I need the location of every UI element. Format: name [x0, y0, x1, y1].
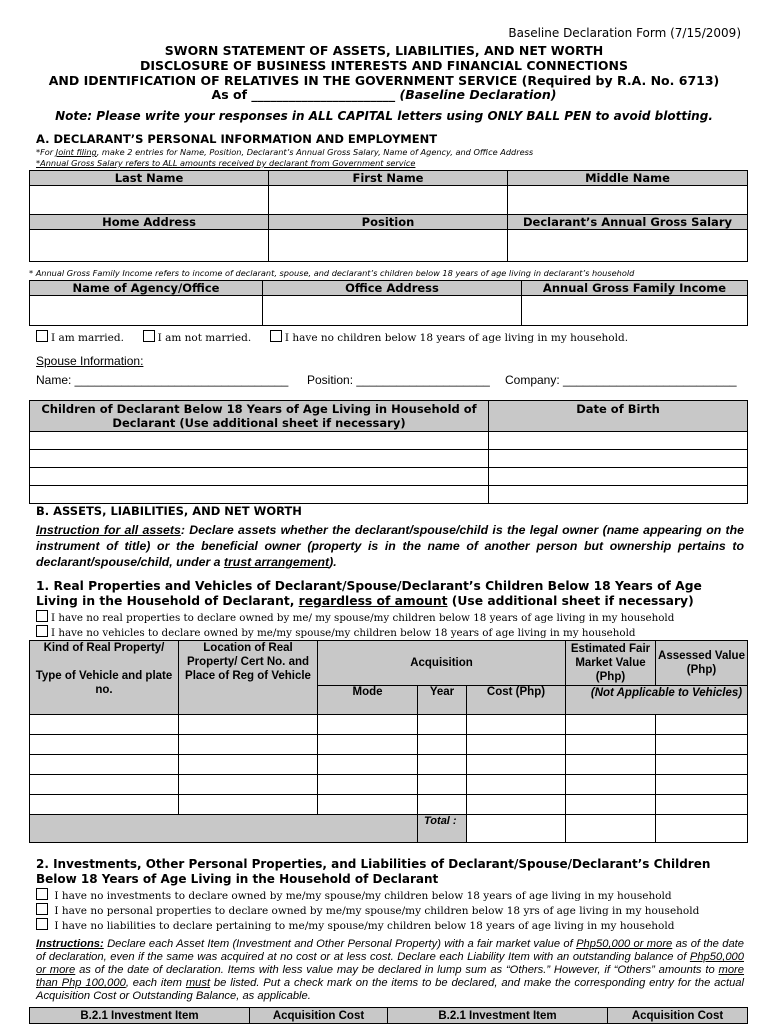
year-header: Year — [418, 686, 467, 715]
married-check-row: I am married. I am not married. I have no children below 18 years of age living in my household. — [36, 330, 628, 344]
child-name-field[interactable] — [30, 486, 489, 504]
first-name-header: First Name — [269, 171, 508, 186]
property-cell[interactable] — [656, 755, 748, 775]
property-cell[interactable] — [418, 715, 467, 735]
property-cell[interactable] — [30, 755, 179, 775]
no-vehicles-checkbox[interactable] — [36, 625, 48, 637]
no-real-properties-checkbox[interactable] — [36, 610, 48, 622]
no-liabilities-checkbox[interactable] — [36, 918, 48, 930]
child-name-field[interactable] — [30, 468, 489, 486]
no-personal-properties-row: I have no personal properties to declare owned by me/my spouse/my children below 18 yrs of age living in my household — [36, 903, 699, 917]
kind-property-header: Kind of Real Property/ Type of Vehicle and plate no. — [30, 641, 179, 715]
last-name-header: Last Name — [30, 171, 269, 186]
no-liabilities-row: I have no liabilities to declare pertaining to me/my spouse/my children below 18 years of age living in my household — [36, 918, 674, 932]
property-cell[interactable] — [418, 755, 467, 775]
as-of-prefix: As of — [211, 87, 252, 102]
property-cell[interactable] — [179, 735, 318, 755]
spouse-company-field[interactable]: Company: __________________________ — [505, 373, 737, 387]
acquisition-cost-header: Acquisition Cost — [250, 1008, 388, 1024]
spouse-name-field[interactable]: Name: ________________________________ — [36, 373, 289, 387]
property-cell[interactable] — [179, 755, 318, 775]
cost-header: Cost (Php) — [467, 686, 566, 715]
title-line-1: SWORN STATEMENT OF ASSETS, LIABILITIES, AND NET WORTH — [164, 43, 604, 58]
first-name-field[interactable] — [269, 186, 508, 215]
no-vehicles-row: I have no vehicles to declare owned by me/my spouse/my children below 18 years of age living in my household — [36, 625, 635, 639]
property-cell[interactable] — [30, 775, 179, 795]
property-cell[interactable] — [467, 735, 566, 755]
location-header: Location of Real Property/ Cert No. and Place of Reg of Vehicle — [179, 641, 318, 715]
no-children-checkbox[interactable] — [270, 330, 282, 342]
property-cell[interactable] — [318, 735, 418, 755]
property-cell[interactable] — [467, 715, 566, 735]
child-dob-field[interactable] — [489, 468, 748, 486]
family-income-field[interactable] — [522, 296, 748, 326]
as-of-line — [0, 88, 768, 102]
agency-header: Name of Agency/Office — [30, 281, 263, 296]
child-dob-field[interactable] — [489, 450, 748, 468]
property-cell[interactable] — [318, 775, 418, 795]
personal-info-table — [29, 170, 748, 262]
family-income-header: Annual Gross Family Income — [522, 281, 748, 296]
position-header: Position — [269, 215, 508, 230]
property-cell[interactable] — [566, 775, 656, 795]
property-cell[interactable] — [30, 735, 179, 755]
investment-item-header-2: B.2.1 Investment Item — [388, 1008, 608, 1024]
assets-instruction: Instruction for all assets: Declare assets whether the declarant/spouse/child is the legal owner (name appearing on the instrument of title) or the beneficial owner (property is in the name of another person but ownership pertains to declarant/spouse/child, under a trust arrangement). — [36, 523, 745, 569]
total-label: Total : — [418, 815, 467, 843]
last-name-field[interactable] — [30, 186, 269, 215]
children-header: Children of Declarant Below 18 Years of Age Living in Household of Declarant (Use additional sheet if necessary) — [30, 401, 489, 432]
property-cell[interactable] — [318, 795, 418, 815]
office-address-header: Office Address — [263, 281, 522, 296]
investments-subtitle: 2. Investments, Other Personal Properties, and Liabilities of Declarant/Spouse/Declarant’s Children Below 18 Years of Age Living in the Household of Declarant — [36, 857, 711, 886]
form-version-label: Baseline Declaration Form (7/15/2009) — [508, 26, 741, 40]
office-address-field[interactable] — [263, 296, 522, 326]
total-fmv-field[interactable] — [566, 815, 656, 843]
property-cell[interactable] — [656, 775, 748, 795]
total-assessed-field[interactable] — [656, 815, 748, 843]
property-cell[interactable] — [656, 715, 748, 735]
no-personal-properties-checkbox[interactable] — [36, 903, 48, 915]
home-address-header: Home Address — [30, 215, 269, 230]
assessed-header: Assessed Value (Php) — [656, 641, 748, 686]
section-a-title: A. DECLARANT’S PERSONAL INFORMATION AND EMPLOYMENT — [36, 132, 438, 146]
joint-filing-note: *For Joint filing, make 2 entries for Name, Position, Declarant’s Annual Gross Salary, Name of Agency, and Office Address — [36, 147, 534, 157]
property-cell[interactable] — [30, 715, 179, 735]
property-cell[interactable] — [179, 795, 318, 815]
title-line-2: DISCLOSURE OF BUSINESS INTERESTS AND FINANCIAL CONNECTIONS — [139, 58, 629, 73]
property-cell[interactable] — [467, 755, 566, 775]
position-field[interactable] — [269, 230, 508, 262]
property-cell[interactable] — [318, 715, 418, 735]
property-cell[interactable] — [566, 715, 656, 735]
gross-salary-field[interactable] — [508, 230, 748, 262]
capital-letters-note: Note: Please write your responses in ALL CAPITAL letters using ONLY BALL PEN to avoid blotting. — [55, 109, 713, 123]
child-dob-field[interactable] — [489, 486, 748, 504]
spouse-position-field[interactable]: Position: ____________________ — [307, 373, 490, 387]
no-investments-checkbox[interactable] — [36, 888, 48, 900]
no-investments-row: I have no investments to declare owned by me/my spouse/my children below 18 years of age living in my household — [36, 888, 672, 902]
married-checkbox[interactable] — [36, 330, 48, 342]
no-real-properties-row: I have no real properties to declare owned by me/ my spouse/my children below 18 years of age living in my household — [36, 610, 674, 624]
property-cell[interactable] — [179, 715, 318, 735]
total-cost-field[interactable] — [467, 815, 566, 843]
agency-field[interactable] — [30, 296, 263, 326]
investment-table — [29, 1007, 748, 1024]
property-cell[interactable] — [418, 775, 467, 795]
real-properties-subtitle: 1. Real Properties and Vehicles of Declarant/Spouse/Declarant’s Children Below 18 Years of Age Living in the Household of Declarant, regardless of amount (Use additional sheet if necessary) — [36, 579, 702, 608]
property-cell[interactable] — [566, 735, 656, 755]
property-cell[interactable] — [418, 735, 467, 755]
child-name-field[interactable] — [30, 450, 489, 468]
home-address-field[interactable] — [30, 230, 269, 262]
acquisition-header: Acquisition — [318, 641, 566, 686]
property-cell[interactable] — [467, 795, 566, 815]
agency-table — [29, 280, 748, 326]
property-cell[interactable] — [656, 795, 748, 815]
middle-name-header: Middle Name — [508, 171, 748, 186]
investment-item-header: B.2.1 Investment Item — [30, 1008, 250, 1024]
baseline-label: (Baseline Declaration) — [399, 87, 557, 102]
property-cell[interactable] — [318, 755, 418, 775]
mode-header: Mode — [318, 686, 418, 715]
gross-salary-note: *Annual Gross Salary refers to ALL amounts received by declarant from Government service — [36, 158, 416, 168]
property-cell[interactable] — [467, 775, 566, 795]
property-cell[interactable] — [418, 795, 467, 815]
property-cell[interactable] — [179, 775, 318, 795]
real-properties-table — [29, 640, 748, 843]
property-cell[interactable] — [566, 755, 656, 775]
section-b-title: B. ASSETS, LIABILITIES, AND NET WORTH — [36, 504, 302, 518]
not-applicable-note: (Not Applicable to Vehicles) — [566, 686, 748, 715]
children-table — [29, 400, 748, 504]
gross-salary-header: Declarant’s Annual Gross Salary — [508, 215, 748, 230]
title-line-3: AND IDENTIFICATION OF RELATIVES IN THE GOVERNMENT SERVICE (Required by R.A. No. 6713) — [48, 73, 720, 88]
fmv-header: Estimated Fair Market Value (Php) — [566, 641, 656, 686]
family-income-note: * Annual Gross Family Income refers to income of declarant, spouse, and declarant’s children below 18 years of age living in declarant’s household — [29, 268, 635, 278]
total-row-filler — [30, 815, 418, 843]
property-cell[interactable] — [656, 735, 748, 755]
property-cell[interactable] — [30, 795, 179, 815]
child-name-field[interactable] — [30, 432, 489, 450]
property-cell[interactable] — [566, 795, 656, 815]
child-dob-field[interactable] — [489, 432, 748, 450]
dob-header: Date of Birth — [489, 401, 748, 432]
acquisition-cost-header-2: Acquisition Cost — [608, 1008, 748, 1024]
spouse-info-label: Spouse Information: — [36, 354, 144, 368]
not-married-checkbox[interactable] — [143, 330, 155, 342]
investments-instructions: Instructions: Declare each Asset Item (Investment and Other Personal Property) with a fair market value of Php50,000 or more as of the date of declaration, even if the same was acquired at no cost or at less cost. Declare each Liability Item with an outstanding balance of Php50,000 or more as of the date of declaration. Items with less value may be declared in lump sum as “Others.” However, if “Others” amounts to more than Php 100,000, each item must be listed. Put a check mark on the items to be declared, and make the corresponding entry for the actual Acquisition Cost or Outstanding Balance, as applicable. — [36, 938, 745, 1002]
middle-name-field[interactable] — [508, 186, 748, 215]
as-of-blank[interactable]: _______________________ — [251, 87, 396, 102]
